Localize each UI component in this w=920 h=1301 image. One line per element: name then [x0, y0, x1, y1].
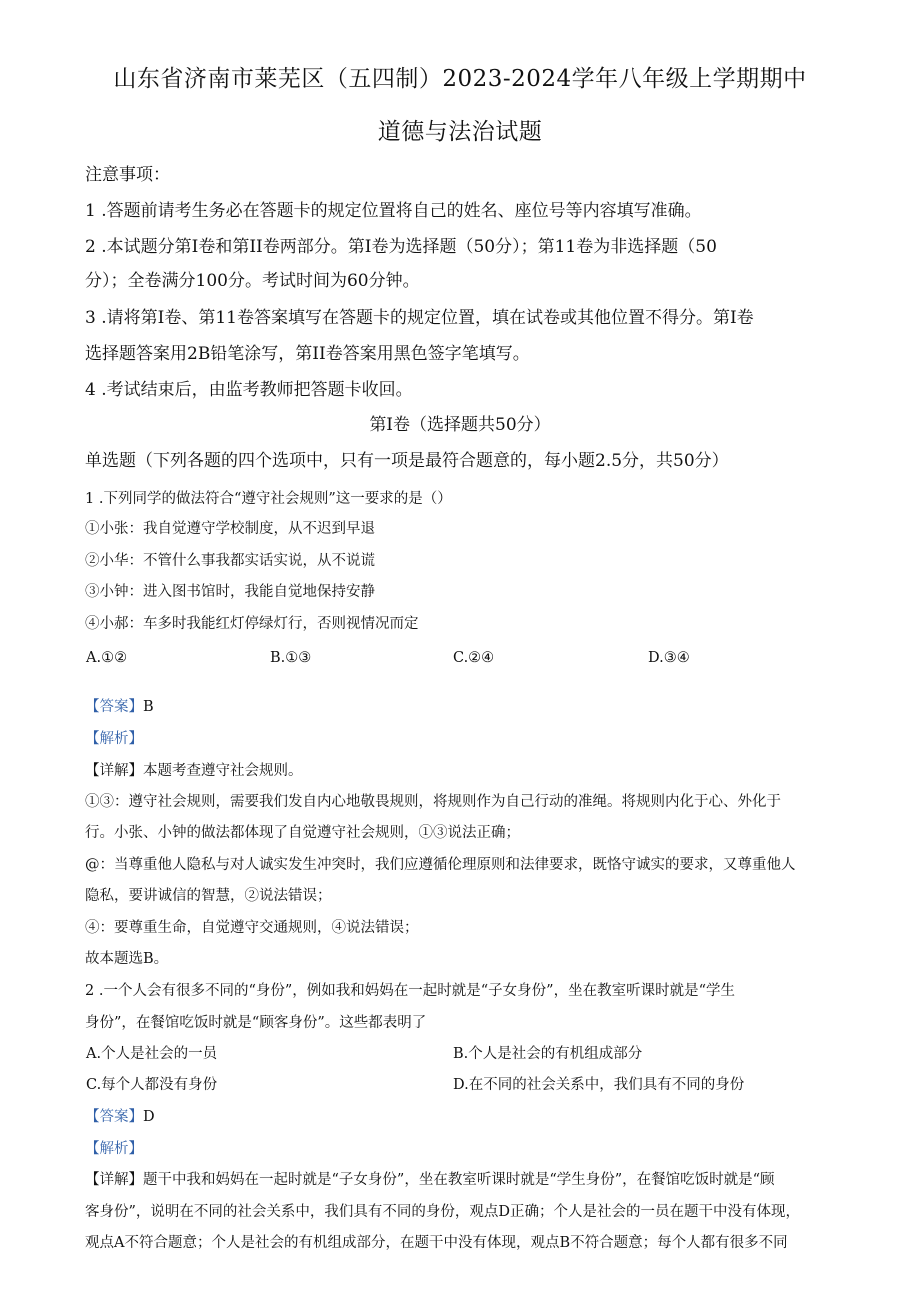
question-1-detail-line-3: 行。小张、小钟的做法都体现了自觉遵守社会规则，①③说法正确；	[85, 825, 520, 841]
note-item-3: 3 .请将第I卷、第11卷答案填写在答题卡的规定位置，填在试卷或其他位置不得分。第I卷	[85, 308, 754, 328]
section-instruction: 单选题（下列各题的四个选项中，只有一项是最符合题意的，每小题2.5分，共50分）	[85, 451, 729, 471]
exam-title-line-1: 山东省济南市莱芜区（五四制）2023-2024学年八年级上学期期中	[113, 66, 807, 92]
question-1-option-c: C.②④	[453, 650, 495, 666]
question-1-statement-1: ①小张：我自觉遵守学校制度，从不迟到早退	[85, 521, 375, 537]
question-1-option-b: B.①③	[270, 650, 312, 666]
detail-text: 本题考查遵守社会规则。	[143, 763, 303, 779]
note-item-3-continued: 选择题答案用2B铅笔涂写，第II卷答案用黑色签字笔填写。	[85, 344, 530, 364]
detail-text: 题干中我和妈妈在一起时就是“子女身份”，坐在教室听课时就是“学生身份”，在餐馆吃饭时就是“顾	[143, 1172, 775, 1188]
question-1-answer	[85, 695, 154, 716]
question-2-stem-line-2: 身份”，在餐馆吃饭时就是“顾客身份”。这些都表明了	[85, 1015, 427, 1031]
note-item-2: 2 .本试题分第I卷和第II卷两部分。第I卷为选择题（50分）；第11卷为非选择题（50	[85, 237, 717, 257]
question-2-analysis-tag: 【解析】	[85, 1141, 143, 1157]
question-2-option-b: B.个人是社会的有机组成部分	[453, 1046, 643, 1062]
question-1-statement-4: ④小郝：车多时我能红灯停绿灯行，否则视情况而定	[85, 616, 419, 632]
answer-value: B	[143, 699, 154, 715]
question-1-statement-2: ②小华：不管什么事我都实话实说，从不说谎	[85, 553, 375, 569]
note-item-2-continued: 分）；全卷满分100分。考试时间为60分钟。	[85, 271, 420, 291]
question-2-detail-line-1	[85, 1168, 775, 1189]
question-1-detail-line-1	[85, 759, 303, 780]
question-2-detail-line-2: 客身份”，说明在不同的社会关系中，我们具有不同的身份，观点D正确；个人是社会的一员在题干中没有体现，	[85, 1204, 801, 1220]
question-2-detail-line-3: 观点A不符合题意；个人是社会的有机组成部分，在题干中没有体现，观点B不符合题意；每个人都有很多不同	[85, 1235, 788, 1251]
question-1-analysis-tag: 【解析】	[85, 731, 143, 747]
question-1-detail-line-4: @：当尊重他人隐私与对人诚实发生冲突时，我们应遵循伦理原则和法律要求，既恪守诚实的要求，又尊重他人	[85, 857, 796, 873]
answer-tag: 【答案】	[85, 1109, 143, 1125]
answer-value: D	[143, 1109, 155, 1125]
question-2-option-d: D.在不同的社会关系中，我们具有不同的身份	[453, 1077, 745, 1093]
detail-tag: 【详解】	[85, 1172, 143, 1188]
exam-title-line-2: 道德与法治试题	[377, 119, 543, 145]
question-2-option-a: A.个人是社会的一员	[86, 1046, 218, 1062]
detail-tag: 【详解】	[85, 763, 143, 779]
question-2-option-c: C.每个人都没有身份	[86, 1077, 218, 1093]
question-1-detail-line-7: 故本题选B。	[85, 951, 169, 967]
question-2-answer	[85, 1105, 155, 1126]
question-1-detail-line-2: ①③：遵守社会规则，需要我们发自内心地敬畏规则，将规则作为自己行动的准绳。将规则内化于心、外化于	[85, 794, 781, 810]
notes-heading: 注意事项：	[85, 165, 170, 185]
question-1-option-a: A.①②	[86, 650, 128, 666]
answer-tag: 【答案】	[85, 699, 143, 715]
section-title: 第I卷（选择题共50分）	[369, 415, 551, 435]
note-item-4: 4 .考试结束后，由监考教师把答题卡收回。	[85, 380, 413, 400]
question-1-option-d: D.③④	[648, 650, 690, 666]
question-1-detail-line-5: 隐私，要讲诚信的智慧，②说法错误；	[85, 888, 332, 904]
question-1-stem: 1 .下列同学的做法符合“遵守社会规则”这一要求的是（）	[85, 491, 452, 507]
question-2-stem-line-1: 2 .一个人会有很多不同的“身份”，例如我和妈妈在一起时就是“子女身份”，坐在教室听课时就是“学生	[85, 983, 736, 999]
question-1-statement-3: ③小钟：进入图书馆时，我能自觉地保持安静	[85, 584, 375, 600]
question-1-detail-line-6: ④：要尊重生命，自觉遵守交通规则，④说法错误；	[85, 920, 419, 936]
note-item-1: 1 .答题前请考生务必在答题卡的规定位置将自己的姓名、座位号等内容填写准确。	[85, 201, 702, 221]
